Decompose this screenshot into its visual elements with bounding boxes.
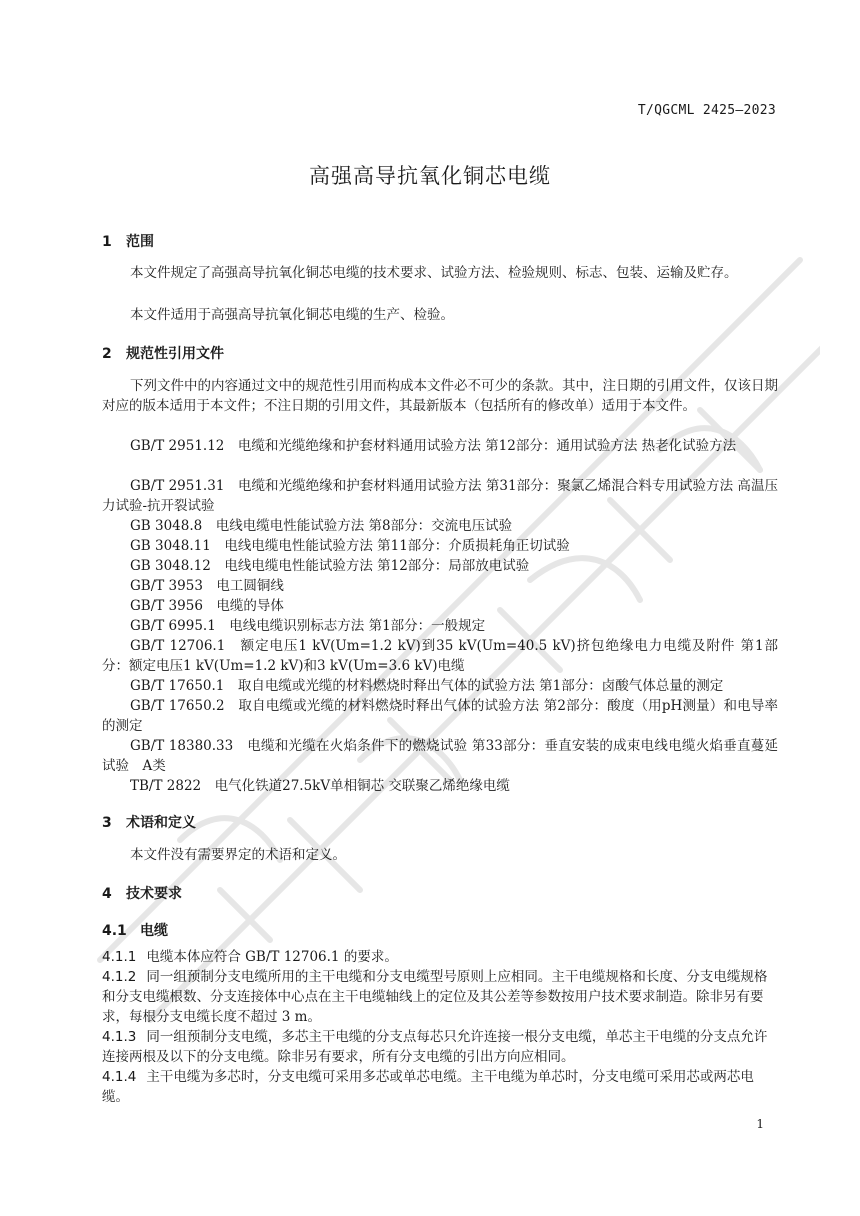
section-2-heading bbox=[102, 343, 224, 363]
section-number: 2 bbox=[102, 346, 112, 362]
reference-item: GB 3048.11 电线电缆电性能试验方法 第11部分：介质损耗角正切试验 bbox=[130, 538, 570, 554]
reference-item: GB/T 3956 电缆的导体 bbox=[130, 598, 284, 614]
section-number: 4 bbox=[102, 886, 112, 902]
paragraph: 下列文件中的内容通过文中的规范性引用而构成本文件必不可少的条款。其中，注日期的引用文件，仅该日期对应的版本适用于本文件；不注日期的引用文件，其最新版本（包括所有的修改单）适用于本文件。 bbox=[102, 378, 778, 414]
section-4-heading bbox=[102, 883, 182, 903]
page-number: 1 bbox=[756, 1117, 764, 1131]
paragraph: 本文件规定了高强高导抗氧化铜芯电缆的技术要求、试验方法、检验规则、标志、包装、运输及贮存。 bbox=[130, 265, 738, 281]
reference-item: GB/T 2951.31 电缆和光缆绝缘和护套材料通用试验方法 第31部分：聚氯乙烯混合料专用试验方法 高温压力试验-抗开裂试验 bbox=[102, 478, 778, 514]
clause-item bbox=[102, 967, 778, 1027]
reference-item: GB/T 18380.33 电缆和光缆在火焰条件下的燃烧试验 第33部分：垂直安装的成束电线电缆火焰垂直蔓延试验 A类 bbox=[102, 738, 778, 774]
reference-item: GB 3048.8 电线电缆电性能试验方法 第8部分：交流电压试验 bbox=[130, 518, 513, 534]
section-title: 范围 bbox=[126, 234, 154, 250]
reference-item: GB/T 3953 电工圆铜线 bbox=[130, 578, 284, 594]
clause-number: 4.1.4 bbox=[102, 1069, 137, 1085]
clause-item bbox=[102, 1067, 778, 1107]
section-title: 规范性引用文件 bbox=[126, 346, 224, 362]
document-title: 高强高导抗氧化铜芯电缆 bbox=[309, 164, 551, 188]
clause-text: 同一组预制分支电缆所用的主干电缆和分支电缆型号原则上应相同。主干电缆规格和长度、分支电缆规格和分支电缆根数、分支连接体中心点在主干电缆轴线上的定位及其公差等参数按用户技术要求制造。除非另有要求，每根分支电缆长度不超过 3 m。 bbox=[102, 969, 768, 1025]
section-title: 技术要求 bbox=[126, 886, 182, 902]
subsection-title: 电缆 bbox=[140, 923, 168, 939]
clause-number: 4.1.3 bbox=[102, 1029, 137, 1045]
paragraph: 本文件没有需要界定的术语和定义。 bbox=[130, 847, 346, 863]
clause-text: 电缆本体应符合 GB/T 12706.1 的要求。 bbox=[146, 949, 398, 965]
section-1-heading bbox=[102, 231, 154, 251]
reference-item: GB/T 6995.1 电线电缆识别标志方法 第1部分：一般规定 bbox=[130, 618, 486, 634]
reference-item: GB/T 2951.12 电缆和光缆绝缘和护套材料通用试验方法 第12部分：通用试验方法 热老化试验方法 bbox=[130, 438, 737, 454]
paragraph: 本文件适用于高强高导抗氧化铜芯电缆的生产、检验。 bbox=[130, 307, 454, 323]
reference-item: GB/T 12706.1 额定电压1 kV(Um=1.2 kV)到35 kV(Um=40.5 kV)挤包绝缘电力电缆及附件 第1部分：额定电压1 kV(Um=1.2 kV)和3 kV(Um=3.6 kV)电缆 bbox=[102, 638, 778, 674]
document-code: T/QGCML 2425—2023 bbox=[637, 103, 776, 118]
reference-item: GB/T 17650.2 取自电缆或光缆的材料燃烧时释出气体的试验方法 第2部分：酸度（用pH测量）和电导率的测定 bbox=[102, 698, 778, 734]
section-3-heading bbox=[102, 812, 196, 832]
clause-text: 主干电缆为多芯时，分支电缆可采用多芯或单芯电缆。主干电缆为单芯时，分支电缆可采用芯或两芯电缆。 bbox=[102, 1069, 754, 1105]
section-title: 术语和定义 bbox=[126, 815, 196, 831]
reference-item: TB/T 2822 电气化铁道27.5kV单相铜芯 交联聚乙烯绝缘电缆 bbox=[130, 778, 510, 794]
section-number: 1 bbox=[102, 234, 112, 250]
subsection-number: 4.1 bbox=[102, 923, 127, 939]
clause-number: 4.1.2 bbox=[102, 969, 137, 985]
reference-item: GB/T 17650.1 取自电缆或光缆的材料燃烧时释出气体的试验方法 第1部分：卤酸气体总量的测定 bbox=[130, 678, 724, 694]
reference-item: GB 3048.12 电线电缆电性能试验方法 第12部分：局部放电试验 bbox=[130, 558, 530, 574]
clause-item bbox=[102, 947, 778, 967]
subsection-heading bbox=[102, 920, 168, 940]
clause-item bbox=[102, 1027, 778, 1067]
clause-number: 4.1.1 bbox=[102, 949, 137, 965]
section-number: 3 bbox=[102, 815, 112, 831]
clause-text: 同一组预制分支电缆，多芯主干电缆的分支点每芯只允许连接一根分支电缆，单芯主干电缆的分支点允许连接两根及以下的分支电缆。除非另有要求，所有分支电缆的引出方向应相同。 bbox=[102, 1029, 768, 1065]
